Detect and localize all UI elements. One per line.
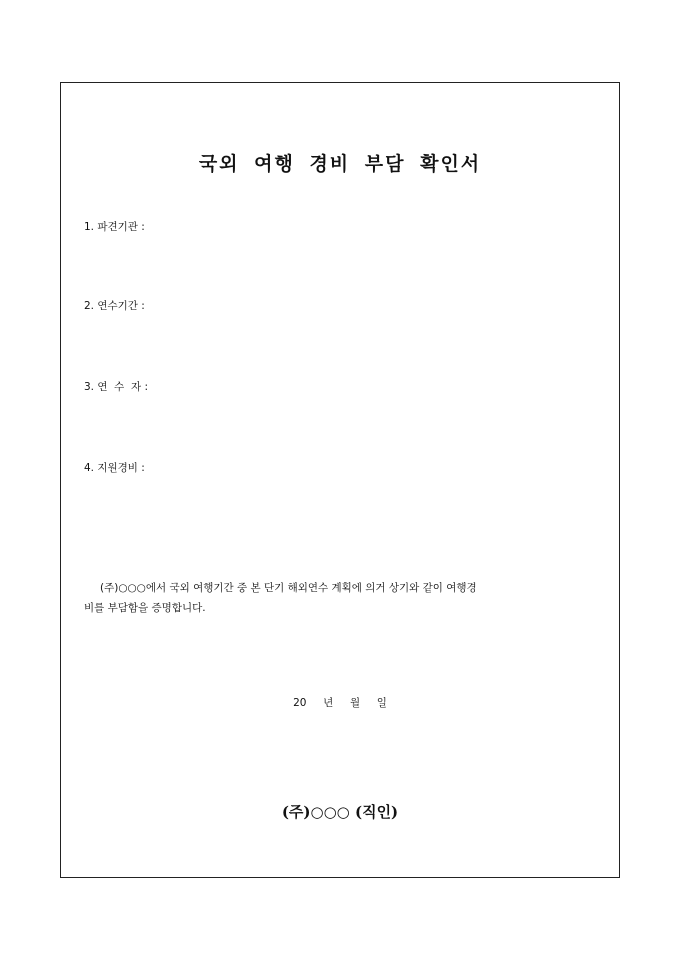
item-trainee: 3. 연 수 자 :	[84, 381, 149, 393]
statement-line-1: (주)○○○에서 국외 여행기간 중 본 단기 해외연수 계획에 의거 상기와 같이 여행경	[100, 582, 477, 594]
statement-line-2: 비를 부담함을 증명합니다.	[84, 602, 206, 614]
item-support-expenses: 4. 지원경비 :	[84, 462, 145, 474]
item-dispatch-agency: 1. 파견기관 :	[84, 221, 145, 233]
item-training-period: 2. 연수기간 :	[84, 300, 145, 312]
document-frame	[60, 82, 620, 878]
certification-statement	[84, 578, 604, 618]
document-title: 국외 여행 경비 부담 확인서	[198, 153, 482, 175]
date-line: 20 년 월 일	[293, 697, 387, 709]
company-signature: (주)○○○ (직인)	[281, 803, 399, 821]
